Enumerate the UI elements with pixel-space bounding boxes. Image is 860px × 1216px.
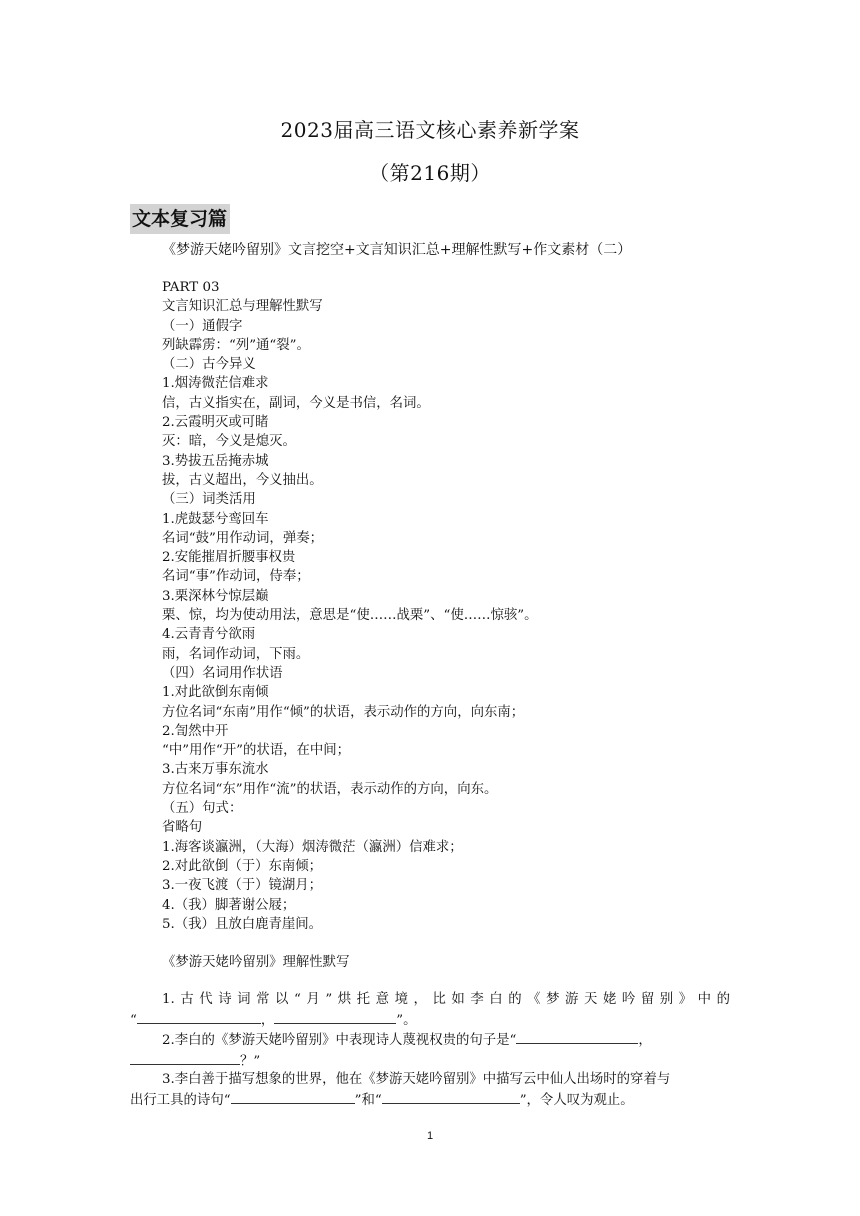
body-line: 1.烟涛微茫信难求 <box>162 376 269 392</box>
quote-open: “ <box>130 1013 137 1028</box>
answer-blank[interactable] <box>137 1010 261 1024</box>
answer-blank[interactable] <box>516 1030 638 1044</box>
body-line: 4.（我）脚著谢公屐； <box>162 897 296 913</box>
body-line: 2.安能摧眉折腰事权贵 <box>162 550 296 566</box>
body-line: 4.云青青兮欲雨 <box>162 627 256 643</box>
body-line: 拔，古义超出，今义抽出。 <box>162 472 323 488</box>
question-3-end: ”，令人叹为观止。 <box>519 1093 634 1108</box>
answer-blank[interactable] <box>382 1090 520 1104</box>
document-title: 2023届高三语文核心素养新学案 <box>280 118 580 142</box>
body-line: 列缺霹雳：“列”通“裂”。 <box>162 337 310 353</box>
body-line: 名词“鼓”用作动词，弹奏； <box>162 530 323 546</box>
body-line: “中”用作“开”的状语，在中间； <box>162 743 351 759</box>
body-line: 2.云霞明灭或可睹 <box>162 415 269 431</box>
body-line: 1.对此欲倒东南倾 <box>162 685 269 701</box>
question-2-answer-line <box>130 1051 730 1072</box>
question-2 <box>130 1030 730 1072</box>
body-line: 雨，名词作动词，下雨。 <box>162 646 310 662</box>
quote-close: ？” <box>240 1054 261 1069</box>
body-line: PART 03 <box>162 280 220 295</box>
body-line: 栗、惊，均为使动用法，意思是“使……战栗”、“使……惊骇”。 <box>162 608 538 624</box>
quote-close: ”。 <box>396 1013 417 1028</box>
body-line: （三）词类活用 <box>162 492 256 508</box>
question-2-text <box>130 1030 730 1051</box>
body-line: 5.（我）且放白鹿青崖间。 <box>162 916 323 932</box>
answer-blank[interactable] <box>130 1051 240 1065</box>
body-line: 方位名词“东南”用作“倾”的状语，表示动作的方向，向东南； <box>162 704 525 720</box>
body-line: 1.虎鼓瑟兮鸾回车 <box>162 511 269 527</box>
question-3-text: 3.李白善于描写想象的世界，他在《梦游天姥吟留别》中描写云中仙人出场时的穿着与 <box>162 1072 671 1087</box>
body-line: 名词“事”作动词，侍奉； <box>162 569 310 585</box>
body-text <box>162 278 742 973</box>
body-line: 3.势拔五岳掩赤城 <box>162 453 269 469</box>
question-1-answer-line <box>130 1010 730 1031</box>
question-2-prompt: 2.李白的《梦游天姥吟留别》中表现诗人蔑视权贵的句子是“ <box>162 1033 517 1048</box>
blank-line <box>162 934 742 953</box>
article-subtitle: 《梦游天姥吟留别》文言挖空+文言知识汇总+理解性默写+作文素材（二） <box>162 242 632 258</box>
page-number: 1 <box>426 1130 434 1142</box>
conjunction: ”和“ <box>354 1093 382 1108</box>
body-line: 3.古来万事东流水 <box>162 762 269 778</box>
section-heading: 文本复习篇 <box>130 204 230 234</box>
body-line: 2.对此欲倒（于）东南倾； <box>162 858 323 874</box>
body-line: （二）古今异义 <box>162 357 256 373</box>
body-line: 灭：暗，今义是熄灭。 <box>162 434 296 450</box>
issue-number: （第216期） <box>369 161 491 185</box>
body-line: 3.一夜飞渡（于）镜湖月； <box>162 878 323 894</box>
body-line: （四）名词用作状语 <box>162 665 283 681</box>
body-line: 信，古义指实在，副词，今义是书信，名词。 <box>162 395 430 411</box>
body-line: 省略句 <box>162 820 203 836</box>
comma: ， <box>638 1033 652 1048</box>
body-line: 《梦游天姥吟留别》理解性默写 <box>162 955 350 971</box>
answer-blank[interactable] <box>274 1010 396 1024</box>
body-line: （五）句式： <box>162 801 243 817</box>
question-1-text: 1.古代诗词常以“月”烘托意境，比如李白的《梦游天姥吟留别》中的 <box>162 992 730 1007</box>
body-line: 方位名词“东”用作“流”的状语，表示动作的方向，向东。 <box>162 781 498 797</box>
answer-blank[interactable] <box>231 1090 355 1104</box>
question-3-prompt-cont: 出行工具的诗句“ <box>130 1093 231 1108</box>
question-3-answer-line <box>130 1090 730 1111</box>
question-3 <box>130 1070 730 1111</box>
body-line: 1.海客谈瀛洲，（大海）烟涛微茫（瀛洲）信难求； <box>162 839 463 855</box>
body-line: 3.栗深林兮惊层巅 <box>162 588 269 604</box>
question-1 <box>130 990 730 1031</box>
body-line: （一）通假字 <box>162 318 243 334</box>
body-line: 文言知识汇总与理解性默写 <box>162 299 323 315</box>
body-line: 2.訇然中开 <box>162 723 229 739</box>
comma: ， <box>260 1013 275 1028</box>
